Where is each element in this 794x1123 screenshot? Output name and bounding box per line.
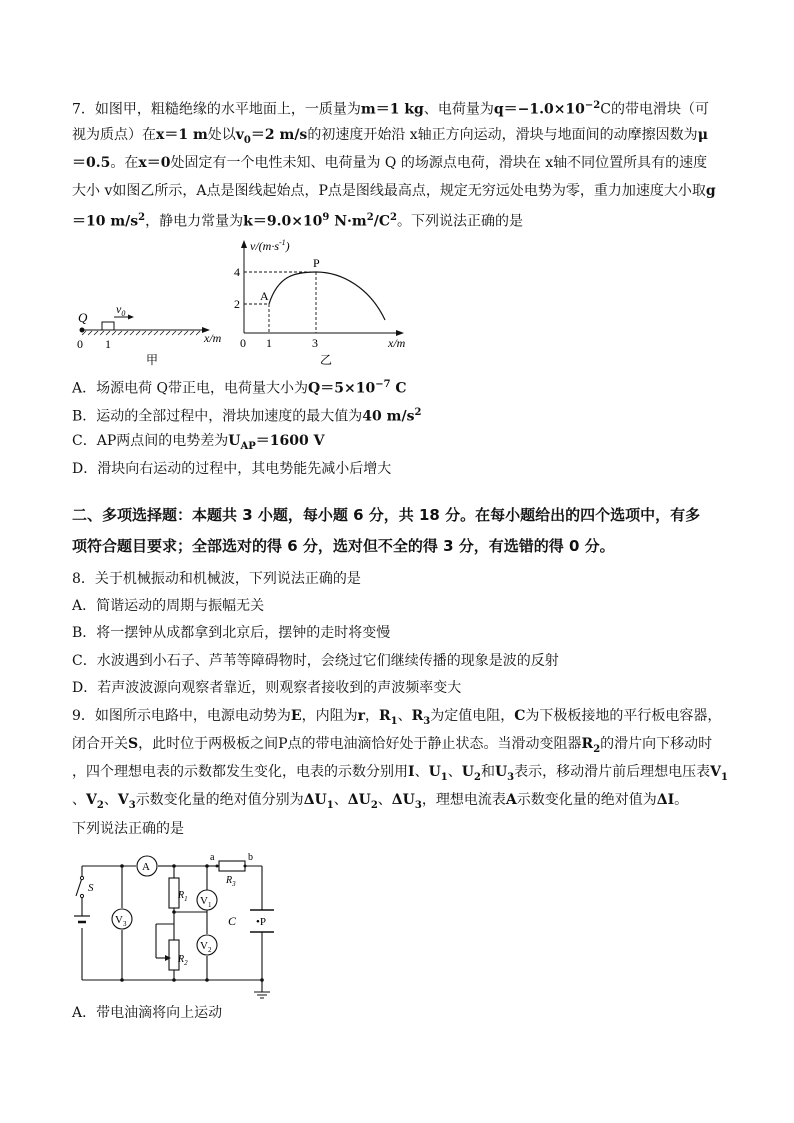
x-axis-label-yi: x/m [388, 336, 406, 350]
switch-label: S [88, 882, 94, 894]
q8-stem: 8．关于机械振动和机械波，下列说法正确的是 [72, 571, 361, 587]
q9-stem-line-1: 9．如图所示电路中，电源电动势为E，内阻为r，$R_1$、$R_3$为定值电阻，C为下极板接地的平行板电容器， [72, 708, 722, 727]
q8-option-a[interactable]: A．简谐运动的周期与振幅无关 [72, 598, 265, 614]
q7-option-d[interactable]: D．滑块向右运动的过程中，其电势能先减小后增大 [72, 461, 392, 477]
origin-label: 0 [77, 337, 83, 351]
section2-header-line-2: 项符合题目要求；全部选对的得 6 分，选对但不全的得 3 分，有选错的得 0 分。 [72, 537, 615, 555]
v3-label: $V_3$ [115, 914, 127, 928]
resistor-r3 [219, 861, 245, 871]
q8-option-d[interactable]: D．若声波波源向观察者靠近，则观察者接收到的声波频率变大 [72, 680, 462, 696]
q9-stem-line-3: ，四个理想电表的示数都发生变化，电表的示数分别用I、$U_1$、$U_2$和$U_3$表示，移动滑片前后理想电压表$V_1$ [72, 764, 728, 783]
q7-option-c[interactable]: C．AP两点间的电势差为$U_{AP}=1600$ V [72, 433, 325, 452]
caption-yi: 乙 [320, 353, 333, 367]
figure-jia [72, 300, 242, 370]
x-tick-0: 0 [240, 336, 246, 350]
junction-dots [120, 864, 264, 982]
ground-hatching [82, 331, 200, 335]
y-tick-2: 2 [234, 297, 240, 311]
y-tick-4: 4 [234, 265, 240, 279]
circuit-diagram [72, 850, 282, 1000]
switch-s [76, 878, 82, 896]
point-p-label: P [313, 256, 320, 270]
r3-label: $R_3$ [226, 875, 236, 888]
q8-option-b[interactable]: B．将一摆钟从成都拿到北京后，摆钟的走时将变慢 [72, 625, 391, 641]
q7-option-a[interactable]: A．场源电荷 Q带正电，电荷量大小为$Q=5\times 10^{-7}$ C [72, 379, 407, 397]
v2-label: $V_2$ [200, 940, 212, 954]
q9-stem-line-4: 、$V_2$、$V_3$示数变化量的绝对值分别为$\Delta U_1$、$\Delta U_2$、$\Delta U_3$，理想电流表A示数变化量的绝对值为ΔI。 [72, 792, 689, 811]
guide-lines [244, 272, 316, 333]
q7-option-b[interactable]: B．运动的全部过程中，滑块加速度的最大值为40 $m/s^2$ [72, 407, 422, 425]
r2-label: $R_2$ [178, 954, 188, 967]
v1-label: $V_1$ [200, 895, 212, 909]
q7-stem-line-4: 大小 v如图乙所示，A点是图线起始点，P点是图线最高点，规定无穷远处电势为零，重力加速度大小取g [72, 183, 716, 199]
tick-1-label: 1 [105, 337, 111, 351]
velocity-curve [269, 272, 385, 320]
r1-label: $R_1$ [178, 890, 188, 903]
point-a-label: A [260, 289, 269, 303]
slider-block [102, 322, 114, 330]
q7-stem-line-5: ＝10 $m/s^2$，静电力常量为$k=9.0\times 10^9$ $N\cdot m^2/C^2$。下列说法正确的是 [72, 212, 523, 230]
q7-stem-line-2: 视为质点）在x＝1 m处以$v_0=2$ m/s的初速度开始沿 x轴正方向运动，滑块与地面间的动摩擦因数为μ [72, 127, 708, 146]
x-tick-1: 1 [266, 336, 272, 350]
figure-yi [228, 236, 428, 374]
point-p-label: •P [256, 916, 266, 928]
caption-jia: 甲 [146, 353, 159, 367]
q9-option-a[interactable]: A．带电油滴将向上运动 [72, 1005, 223, 1021]
ammeter-label: A [142, 861, 150, 873]
charge-q-label: Q [78, 310, 88, 325]
capacitor-label: C [228, 914, 237, 928]
v0-label: $v_0$ [116, 302, 126, 318]
q9-stem-line-5: 下列说法正确的是 [72, 821, 184, 837]
q9-stem-line-2: 闭合开关S，此时位于两极板之间P点的带电油滴恰好处于静止状态。当滑动变阻器$R_2$的滑片向下移动时 [72, 736, 713, 755]
node-a-label: a [210, 852, 215, 863]
x-tick-3: 3 [312, 336, 318, 350]
q7-stem-line-1: 7．如图甲，粗糙绝缘的水平地面上，一质量为m＝1 kg、电荷量为$q=-1.0\times 10^{-2}C$的带电滑块（可 [72, 100, 709, 118]
node-b-label: b [248, 852, 253, 863]
section2-header-line-1: 二、多项选择题：本题共 3 小题，每小题 6 分，共 18 分。在每小题给出的四个选项中，有多 [72, 506, 701, 524]
y-axis-label: $v/(m\cdot s^{-1})$ [250, 238, 290, 253]
q7-stem-line-3: ＝0.5。在x＝0处固定有一个电性未知、电荷量为 Q 的场源点电荷，滑块在 x轴不同位置所具有的速度 [72, 155, 708, 171]
x-axis-label: x/m [204, 331, 222, 345]
q8-option-c[interactable]: C．水波遇到小石子、芦苇等障碍物时，会绕过它们继续传播的现象是波的反射 [72, 653, 559, 669]
